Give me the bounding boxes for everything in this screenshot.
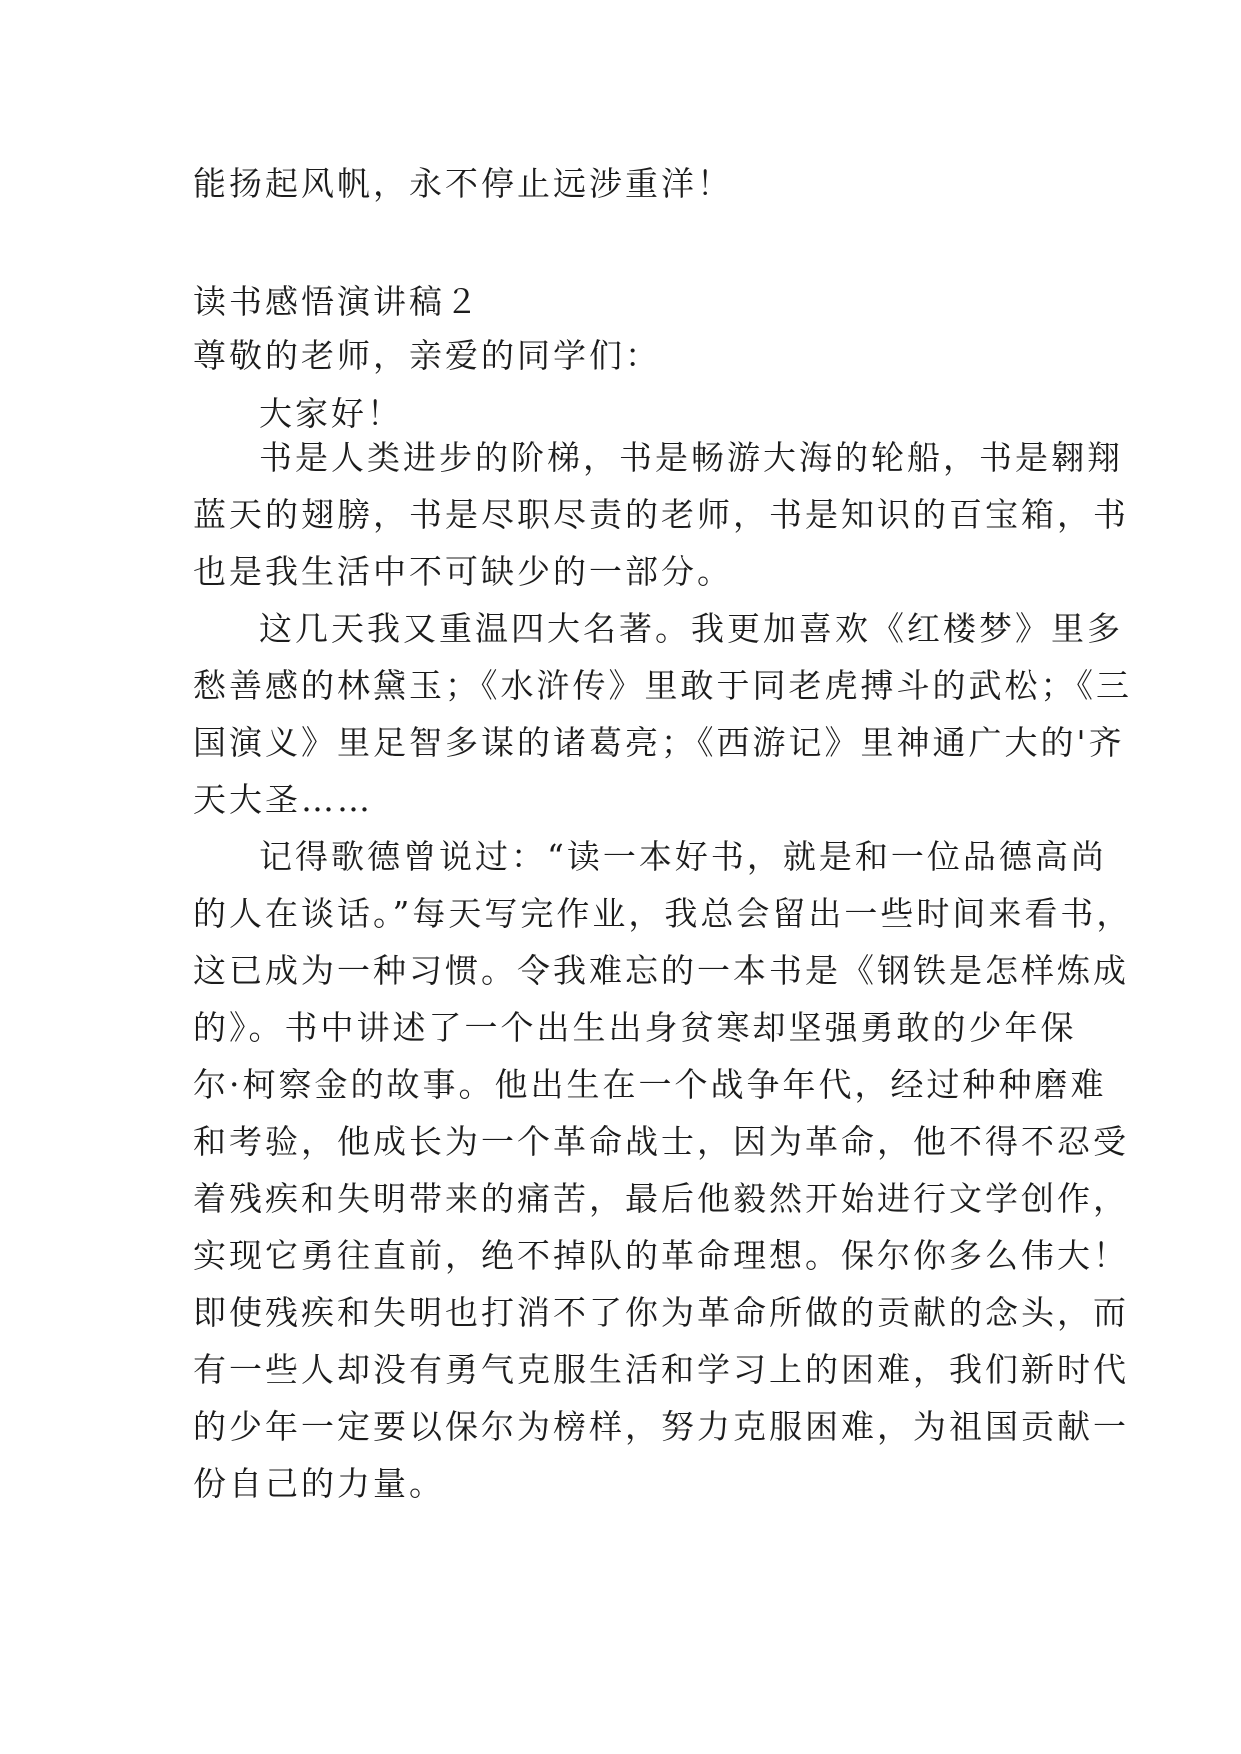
paragraph-3 bbox=[193, 828, 1133, 1512]
paragraph-line: 有一些人却没有勇气克服生活和学习上的困难，我们新时代 bbox=[193, 1350, 1129, 1389]
paragraph-2 bbox=[193, 600, 1132, 828]
paragraph-line: 即使残疾和失明也打消不了你为革命所做的贡献的念头，而 bbox=[193, 1293, 1129, 1332]
paragraph-line: 也是我生活中不可缺少的一部分。 bbox=[193, 552, 733, 591]
paragraph-line: 的》。书中讲述了一个出生出身贫寒却坚强勇敢的少年保 bbox=[193, 1008, 1077, 1047]
paragraph-line: 愁善感的林黛玉；《水浒传》里敢于同老虎搏斗的武松；《三 bbox=[193, 666, 1132, 705]
paragraph-line: 蓝天的翅膀，书是尽职尽责的老师，书是知识的百宝箱，书 bbox=[193, 495, 1129, 534]
paragraph-line: 天大圣…… bbox=[193, 780, 373, 819]
paragraph-line: 实现它勇往直前，绝不掉队的革命理想。保尔你多么伟大！ bbox=[193, 1236, 1129, 1275]
document-title: 读书感悟演讲稿２ bbox=[193, 282, 481, 321]
greeting: 大家好！ bbox=[259, 394, 403, 433]
paragraph-line: 的人在谈话。”每天写完作业，我总会留出一些时间来看书， bbox=[193, 894, 1133, 933]
paragraph-line: 尔·柯察金的故事。他出生在一个战争年代，经过种种磨难 bbox=[193, 1065, 1107, 1104]
paragraph-line: 记得歌德曾说过：“读一本好书，就是和一位品德高尚 bbox=[259, 837, 1107, 876]
paragraph-line: 的少年一定要以保尔为榜样，努力克服困难，为祖国贡献一 bbox=[193, 1407, 1129, 1446]
paragraph-line: 国演义》里足智多谋的诸葛亮；《西游记》里神通广大的'齐 bbox=[193, 723, 1125, 762]
paragraph-line: 这已成为一种习惯。令我难忘的一本书是《钢铁是怎样炼成 bbox=[193, 951, 1129, 990]
paragraph-line: 份自己的力量。 bbox=[193, 1464, 445, 1503]
continuation-line: 能扬起风帆，永不停止远涉重洋！ bbox=[193, 164, 733, 203]
paragraph-line: 着残疾和失明带来的痛苦，最后他毅然开始进行文学创作， bbox=[193, 1179, 1129, 1218]
salutation: 尊敬的老师，亲爱的同学们： bbox=[193, 336, 661, 375]
paragraph-line: 书是人类进步的阶梯，书是畅游大海的轮船，书是翱翔 bbox=[259, 438, 1123, 477]
paragraph-1 bbox=[193, 429, 1129, 600]
paragraph-line: 和考验，他成长为一个革命战士，因为革命，他不得不忍受 bbox=[193, 1122, 1129, 1161]
paragraph-line: 这几天我又重温四大名著。我更加喜欢《红楼梦》里多 bbox=[259, 609, 1123, 648]
